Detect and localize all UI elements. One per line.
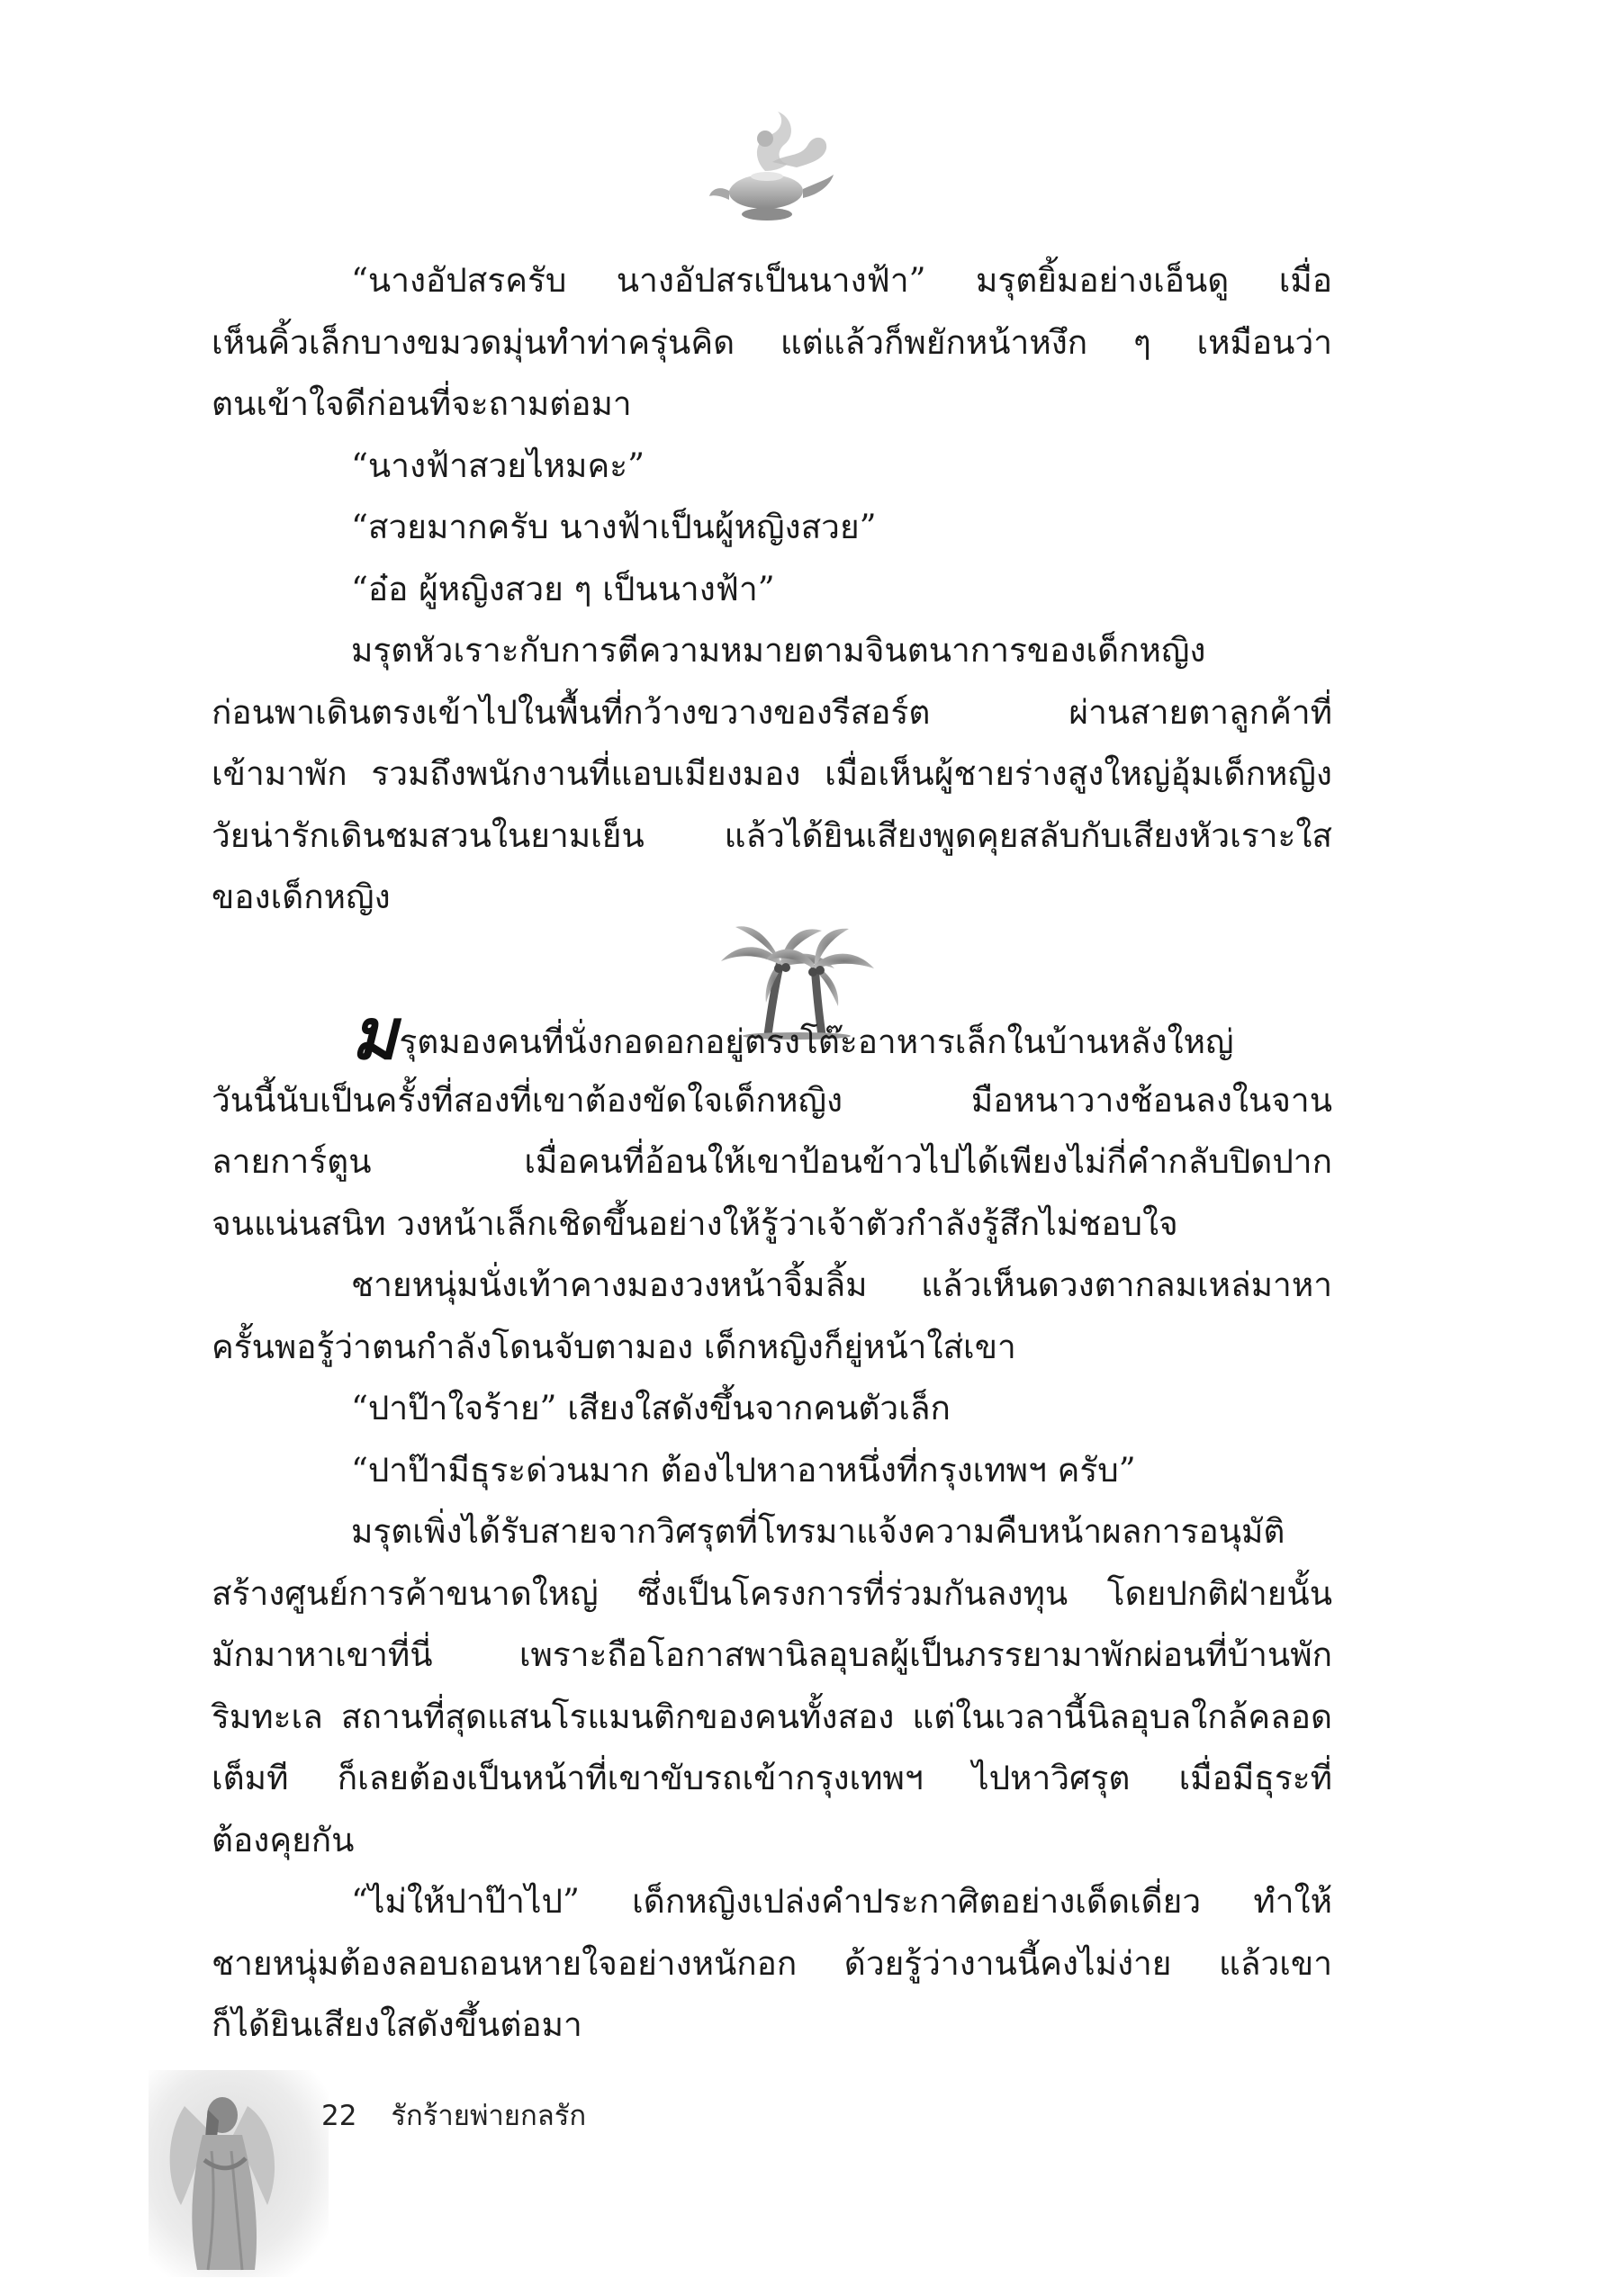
genie-lamp-ornament	[702, 108, 837, 230]
paragraph-line: ริมทะเล สถานที่สุดแสนโรแมนติกของคนทั้งสอง แต่ในเวลานี้นิลอุบลใกล้คลอด	[212, 1697, 1332, 1736]
dialogue-line: “อ๋อ ผู้หญิงสวย ๆ เป็นนางฟ้า”	[351, 569, 775, 608]
paragraph-line-text: รุตมองคนที่นั่งกอดอกอยู่ตรงโต๊ะอาหารเล็กในบ้านหลังใหญ่	[399, 1022, 1234, 1061]
paragraph-line: ชายหนุ่มนั่งเท้าคางมองวงหน้าจิ้มลิ้ม แล้วเห็นดวงตากลมเหล่มาหา	[351, 1265, 1332, 1304]
paragraph-line: ของเด็กหญิง	[212, 878, 391, 916]
text-block-lower	[212, 995, 1332, 2057]
paragraph-line: ตนเข้าใจดีก่อนที่จะถามต่อมา	[212, 384, 632, 423]
paragraph-line: วัยน่ารักเดินชมสวนในยามเย็น แล้วได้ยินเสียงพูดคุยสลับกับเสียงหัวเราะใส	[212, 815, 1332, 855]
paragraph-line: ชายหนุ่มต้องลอบถอนหายใจอย่างหนักอก ด้วยรู้ว่างานนี้คงไม่ง่าย แล้วเขา	[212, 1943, 1332, 1983]
angel-figure-image	[149, 2070, 329, 2277]
paragraph-line: ต้องคุยกัน	[212, 1820, 355, 1859]
paragraph-line: ก่อนพาเดินตรงเข้าไปในพื้นที่กว้างขวางของรีสอร์ต ผ่านสายตาลูกค้าที่	[212, 692, 1332, 732]
paragraph-line: สร้างศูนย์การค้าขนาดใหญ่ ซึ่งเป็นโครงการที่ร่วมกันลงทุน โดยปกติฝ่ายนั้น	[212, 1573, 1332, 1613]
paragraph-line: วันนี้นับเป็นครั้งที่สองที่เขาต้องขัดใจเด็กหญิง มือหนาวางช้อนลงในจาน	[212, 1080, 1332, 1120]
paragraph-line: “ไม่ให้ปาป๊าไป” เด็กหญิงเปล่งคำประกาศิตอย่างเด็ดเดี่ยว ทำให้	[351, 1882, 1332, 1921]
paragraph-line	[212, 995, 1332, 1076]
page-number: 22	[321, 2100, 357, 2132]
paragraph-line: เห็นคิ้วเล็กบางขมวดมุ่นทำท่าครุ่นคิด แต่แล้วก็พยักหน้าหงึก ๆ เหมือนว่า	[212, 322, 1332, 362]
paragraph-line: “นางอัปสรครับ นางอัปสรเป็นนางฟ้า” มรุตยิ้มอย่างเอ็นดู เมื่อ	[351, 261, 1332, 300]
paragraph-line: ก็ได้ยินเสียงใสดังขึ้นต่อมา	[212, 2005, 582, 2044]
running-title: รักร้ายพ่ายกลรัก	[391, 2100, 587, 2132]
text-block-upper	[212, 250, 1332, 929]
dialogue-line: “ปาป๊ามีธุระด่วนมาก ต้องไปหาอาหนึ่งที่กรุงเทพฯ ครับ”	[351, 1450, 1136, 1490]
paragraph-line: ลายการ์ตูน เมื่อคนที่อ้อนให้เขาป้อนข้าวไปได้เพียงไม่กี่คำกลับปิดปาก	[212, 1142, 1332, 1181]
page-footer	[321, 2093, 586, 2138]
dialogue-line: “ปาป๊าใจร้าย” เสียงใสดังขึ้นจากคนตัวเล็ก	[351, 1389, 951, 1427]
paragraph-line: ครั้นพอรู้ว่าตนกำลังโดนจับตามอง เด็กหญิงก็ยู่หน้าใส่เขา	[212, 1327, 1016, 1366]
paragraph-line: มรุตหัวเราะกับการตีความหมายตามจินตนาการของเด็กหญิง	[351, 631, 1206, 670]
paragraph-line: มักมาหาเขาที่นี่ เพราะถือโอกาสพานิลอุบลผู้เป็นภรรยามาพักผ่อนที่บ้านพัก	[212, 1635, 1332, 1674]
drop-cap-letter: ม	[351, 995, 398, 1076]
paragraph-line: มรุตเพิ่งได้รับสายจากวิศรุตที่โทรมาแจ้งความคืบหน้าผลการอนุมัติ	[351, 1512, 1285, 1551]
paragraph-line: จนแน่นสนิท วงหน้าเล็กเชิดขึ้นอย่างให้รู้ว่าเจ้าตัวกำลังรู้สึกไม่ชอบใจ	[212, 1203, 1178, 1243]
paragraph-line: เต็มที ก็เลยต้องเป็นหน้าที่เขาขับรถเข้ากรุงเทพฯ ไปหาวิศรุต เมื่อมีธุระที่	[212, 1759, 1332, 1797]
paragraph-line: เข้ามาพัก รวมถึงพนักงานที่แอบเมียงมอง เมื่อเห็นผู้ชายร่างสูงใหญ่อุ้มเด็กหญิง	[212, 754, 1332, 793]
dialogue-line: “สวยมากครับ นางฟ้าเป็นผู้หญิงสวย”	[351, 508, 877, 546]
dialogue-line: “นางฟ้าสวยไหมคะ”	[351, 446, 645, 485]
